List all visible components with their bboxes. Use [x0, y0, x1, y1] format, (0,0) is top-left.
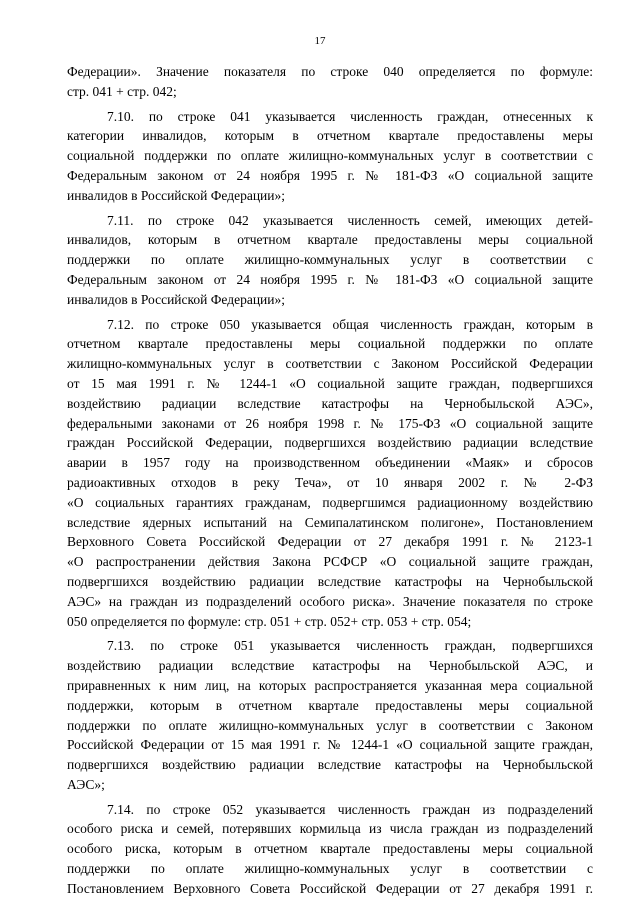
- text-line: инвалидов в Российской Федерации»;: [67, 187, 285, 203]
- paragraph-7-14: [67, 800, 593, 899]
- text-line: поддержки, которым в отчетном квартале предоставлены меры социальной: [67, 697, 593, 713]
- text-line: приравненных к ним лиц, на которых распространяется указанная мера социальной: [67, 677, 593, 693]
- text-line: инвалидов в Российской Федерации»;: [67, 291, 285, 307]
- text-line: социальной поддержки по оплате жилищно-коммунальных услуг в соответствии с: [67, 148, 593, 164]
- paragraph-7-10: [67, 107, 593, 206]
- text-line: Российской Федерации от 15 мая 1991 г. № 1244-1 «О социальной защите граждан,: [67, 737, 593, 753]
- text-line: «О социальных гарантиях гражданам, подвергшимся радиационному воздействию: [67, 494, 593, 510]
- text-line: 7.10. по строке 041 указывается численность граждан, отнесенных к: [107, 108, 593, 124]
- text-line: особого риска, которым в отчетном квартале предоставлены меры социальной: [67, 841, 593, 857]
- paragraph-7-11: [67, 211, 593, 310]
- text-line: Постановлением Верховного Совета Российской Федерации от 27 декабря 1991 г.: [67, 880, 593, 896]
- text-line: стр. 041 + стр. 042;: [67, 83, 177, 99]
- text-line: радиоактивных отходов в реку Теча», от 10 января 2002 г. № 2-ФЗ: [67, 474, 593, 490]
- text-line: особого риска и семей, потерявших кормильца из числа граждан из подразделений: [67, 821, 593, 837]
- text-line: инвалидов, которым в отчетном квартале предоставлены меры социальной: [67, 232, 593, 248]
- text-line: федеральными законами от 26 ноября 1998 г. № 175-ФЗ «О социальной защите: [67, 415, 593, 431]
- text-line: Федеральным законом от 24 ноября 1995 г. № 181-ФЗ «О социальной защите: [67, 167, 593, 183]
- text-line: подвергшихся воздействию радиации вследствие катастрофы на Чернобыльской: [67, 573, 593, 589]
- page-number: 17: [314, 35, 326, 47]
- text-line: поддержки по оплате жилищно-коммунальных услуг в соответствии с: [67, 861, 593, 877]
- paragraph-7-12: [67, 315, 593, 632]
- text-line: «О распространении действия Закона РСФСР «О социальной защите граждан,: [67, 554, 593, 570]
- text-line: воздействию радиации вследствие катастрофы на Чернобыльской АЭС»,: [67, 395, 593, 411]
- text-line: подвергшихся воздействию радиации вследствие катастрофы на Чернобыльской: [67, 757, 593, 773]
- text-line: отчетном квартале предоставлены меры социальной поддержки по оплате: [67, 336, 593, 352]
- text-line: 7.11. по строке 042 указывается численность семей, имеющих детей-: [107, 212, 593, 228]
- paragraph-continuation: [67, 62, 593, 102]
- text-line: от 15 мая 1991 г. № 1244-1 «О социальной защите граждан, подвергшихся: [67, 375, 593, 391]
- text-line: 7.12. по строке 050 указывается общая численность граждан, которым в: [107, 316, 593, 332]
- text-line: жилищно-коммунальных услуг в соответствии с Законом Российской Федерации: [67, 356, 593, 372]
- text-line: категории инвалидов, которым в отчетном квартале предоставлены меры: [67, 128, 593, 144]
- text-line: граждан Российской Федерации, подвергшихся воздействию радиации вследствие: [67, 435, 593, 451]
- text-line: 050 определяется по формуле: стр. 051 + стр. 052+ стр. 053 + стр. 054;: [67, 613, 472, 629]
- text-line: Верховного Совета Российской Федерации от 27 декабря 1991 г. № 2123-1: [67, 534, 593, 550]
- text-line: поддержки по оплате жилищно-коммунальных услуг в соответствии с Законом: [67, 717, 593, 733]
- text-line: вследствие ядерных испытаний на Семипалатинском полигоне», Постановлением: [67, 514, 593, 530]
- body-text: [67, 62, 593, 899]
- text-line: Федеральным законом от 24 ноября 1995 г. № 181-ФЗ «О социальной защите: [67, 271, 593, 287]
- text-line: поддержки по оплате жилищно-коммунальных услуг в соответствии с: [67, 252, 593, 268]
- text-line: 7.14. по строке 052 указывается численность граждан из подразделений: [107, 801, 593, 817]
- text-line: 7.13. по строке 051 указывается численность граждан, подвергшихся: [107, 638, 593, 654]
- text-line: воздействию радиации вследствие катастрофы на Чернобыльской АЭС, и: [67, 658, 593, 674]
- text-line: АЭС» на граждан из подразделений особого риска». Значение показателя по строке: [67, 593, 593, 609]
- text-line: АЭС»;: [67, 776, 105, 792]
- text-line: аварии в 1957 году на производственном объединении «Маяк» и сбросов: [67, 455, 593, 471]
- paragraph-7-13: [67, 636, 593, 794]
- text-line: Федерации». Значение показателя по строке 040 определяется по формуле:: [67, 64, 593, 79]
